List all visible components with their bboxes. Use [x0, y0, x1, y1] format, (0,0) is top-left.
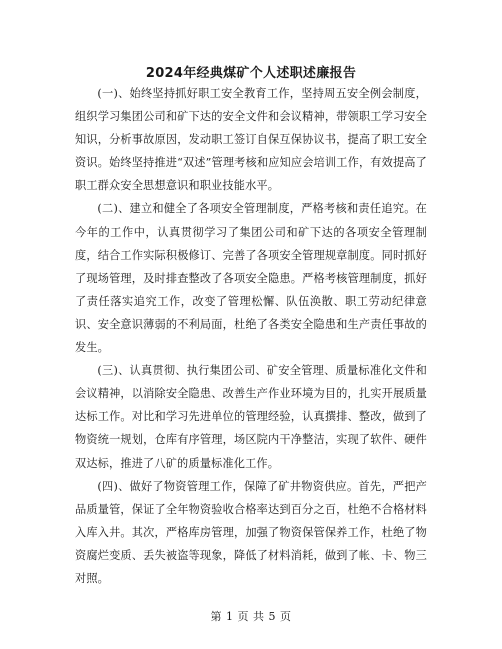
- paragraph-3: (三)、认真贯彻、执行集团公司、矿安全管理、质量标准化文件和会议精神，以消除安全隐患、改善生产作业环境为目的，扎实开展质量达标工作。对比和学习先进单位的管理经验，认真撰排、整改，做到了物资统一规划，仓库有序管理，场区院内干净整洁，实现了软件、硬件双达标，推进了八矿的质量标准化工作。: [75, 364, 427, 470]
- document-title: 2024年经典煤矿个人述职述廉报告: [145, 66, 357, 81]
- paragraph-1: (一)、始终坚持抓好职工安全教育工作，坚持周五安全例会制度，组织学习集团公司和矿下达的安全文件和会议精神，带领职工学习安全知识，分析事故原因，发动职工签订自保互保协议书，提高了职工安全资识。始终坚持推进“双述”管理考核和应知应会培训工作，有效提高了职工群众安全思想意识和职业技能水平。: [75, 87, 427, 193]
- paragraph-2: (二)、建立和健全了各项安全管理制度，严格考核和责任追究。在今年的工作中，认真贯彻学习了集团公司和矿下达的各项安全管理制度，结合工作实际积极修订、完善了各项安全管理规章制度。同时抓好了现场管理，及时排查整改了各项安全隐患。严格考核管理制度，抓好了责任落实追究工作，改变了管理松懈、队伍涣散、职工劳动纪律意识、安全意识薄弱的不利局面，杜绝了各类安全隐患和生产责任事故的发生。: [75, 202, 427, 355]
- page-number-footer: 第 1 页 共 5 页: [210, 610, 292, 623]
- paragraph-4: (四)、做好了物资管理工作，保障了矿井物资供应。首先，严把产品质量管，保证了全年物资验收合格率达到百分之百，杜绝不合格材料入库入井。其次，严格库房管理，加强了物资保管保养工作，杜绝了物资腐烂变质、丢失被盗等现象，降低了材料消耗，做到了帐、卡、物三对照。: [75, 479, 427, 585]
- document-body: [75, 82, 427, 590]
